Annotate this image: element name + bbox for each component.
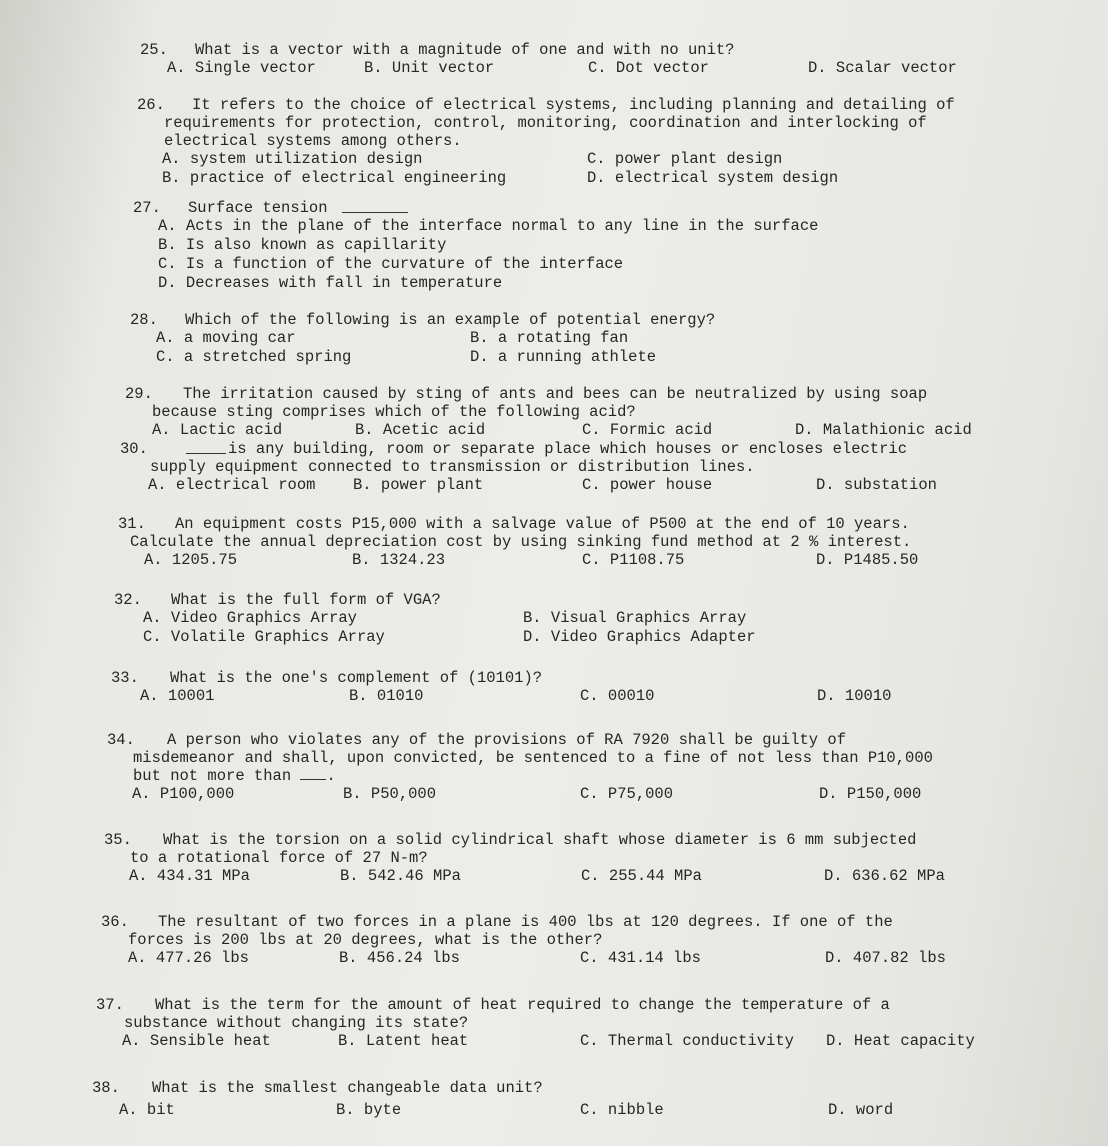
option-c: C. Dot vector (588, 59, 709, 77)
option-c: C. 00010 (580, 687, 655, 705)
question-number: 37. (96, 996, 124, 1014)
option-d: D. word (828, 1101, 894, 1119)
question-text-continuation: forces is 200 lbs at 20 degrees, what is the other? (128, 931, 603, 949)
question-text-continuation: supply equipment connected to transmission or distribution lines. (150, 458, 755, 476)
option-b: B. Visual Graphics Array (523, 609, 747, 627)
option-a: A. 10001 (140, 687, 215, 705)
option-a: A. P100,000 (132, 785, 235, 803)
option-d: D. 10010 (817, 687, 892, 705)
option-c: C. 431.14 lbs (580, 949, 701, 967)
option-b: B. 456.24 lbs (339, 949, 460, 967)
question-number: 28. (130, 311, 158, 329)
option-c: C. Thermal conductivity (580, 1032, 794, 1050)
option-d: D. 407.82 lbs (825, 949, 946, 967)
option-b: B. a rotating fan (470, 329, 629, 347)
option-a: A. 1205.75 (144, 551, 238, 569)
option-b: B. practice of electrical engineering (162, 169, 507, 187)
answer-blank (342, 200, 408, 213)
option-d: D. Malathionic acid (795, 421, 972, 439)
question-text: What is the one's complement of (10101)? (170, 669, 543, 687)
option-a: A. a moving car (156, 329, 296, 347)
question-text-continuation: but not more than (133, 767, 292, 785)
answer-blank (300, 767, 326, 780)
option-d: D. 636.62 MPa (824, 867, 945, 885)
question-text: Which of the following is an example of potential energy? (185, 311, 716, 329)
question-35 (104, 831, 945, 886)
option-b: B. byte (336, 1101, 402, 1119)
question-text: What is the torsion on a solid cylindrical shaft whose diameter is 6 mm subjected (163, 831, 917, 849)
question-29 (125, 385, 972, 440)
question-34: 34. A person who violates any of the provisions of RA 7920 shall be guilty of misdemeanor and shall, upon convicted, be sentenced to a fine of not less than P10,000 but not more than . A. P100,000 B. P50,000 C. P75,000 D. P150,000 (107, 731, 933, 803)
option-d: D. Decreases with fall in temperature (158, 274, 503, 292)
question-number: 32. (114, 591, 142, 609)
question-text: The resultant of two forces in a plane is 400 lbs at 120 degrees. If one of the (158, 913, 893, 931)
option-a: A. Video Graphics Array (143, 609, 357, 627)
option-b: B. 01010 (349, 687, 424, 705)
option-d: D. substation (816, 476, 937, 494)
question-30 (120, 440, 937, 495)
option-c: C. Is a function of the curvature of the interface (158, 255, 624, 273)
option-a: A. 434.31 MPa (129, 867, 250, 885)
option-c: C. nibble (580, 1101, 664, 1119)
question-text-continuation: electrical systems among others. (164, 132, 462, 150)
option-b: B. Is also known as capillarity (158, 236, 447, 254)
question-number: 29. (125, 385, 153, 403)
option-d: D. Heat capacity (826, 1032, 975, 1050)
question-number: 34. (107, 731, 135, 749)
option-b: B. 1324.23 (352, 551, 446, 569)
question-37 (96, 996, 975, 1051)
question-36 (101, 913, 946, 968)
option-c: C. Formic acid (582, 421, 713, 439)
option-d: D. Scalar vector (808, 59, 957, 77)
question-text: is any building, room or separate place which houses or encloses electric (228, 440, 908, 458)
question-number: 25. (140, 41, 168, 59)
option-b: B. 542.46 MPa (340, 867, 461, 885)
question-number: 26. (137, 96, 165, 114)
option-c: C. 255.44 MPa (581, 867, 702, 885)
question-text: What is a vector with a magnitude of one and with no unit? (195, 41, 735, 59)
question-26 (137, 96, 955, 188)
option-d: D. Video Graphics Adapter (523, 628, 756, 646)
question-text: What is the full form of VGA? (171, 591, 441, 609)
question-number: 35. (104, 831, 132, 849)
option-a: A. system utilization design (162, 150, 423, 168)
option-a: A. 477.26 lbs (128, 949, 249, 967)
answer-blank (186, 441, 226, 454)
option-a: A. Single vector (167, 59, 316, 77)
question-text-continuation: misdemeanor and shall, upon convicted, be sentenced to a fine of not less than P10,000 (133, 749, 933, 767)
option-a: A. bit (119, 1101, 175, 1119)
question-text: What is the smallest changeable data unit? (152, 1079, 543, 1097)
question-text: It refers to the choice of electrical systems, including planning and detailing of (192, 96, 955, 114)
option-c: C. a stretched spring (156, 348, 352, 366)
option-b: B. Latent heat (338, 1032, 469, 1050)
question-text-continuation: to a rotational force of 27 N-m? (130, 849, 428, 867)
question-number: 30. (120, 440, 148, 458)
option-b: B. Unit vector (364, 59, 495, 77)
option-a: A. electrical room (148, 476, 316, 494)
option-c: C. power house (582, 476, 713, 494)
question-text: What is the term for the amount of heat required to change the temperature of a (155, 996, 890, 1014)
question-number: 33. (111, 669, 139, 687)
option-c: C. Volatile Graphics Array (143, 628, 385, 646)
question-31 (118, 515, 919, 570)
option-d: D. P150,000 (819, 785, 922, 803)
option-b: B. P50,000 (343, 785, 437, 803)
option-a: A. Acts in the plane of the interface normal to any line in the surface (158, 217, 819, 235)
option-c: C. P75,000 (580, 785, 674, 803)
option-d: D. a running athlete (470, 348, 657, 366)
option-c: C. P1108.75 (582, 551, 685, 569)
option-a: A. Lactic acid (152, 421, 283, 439)
question-text: The irritation caused by sting of ants and bees can be neutralized by using soap (183, 385, 928, 403)
question-text: A person who violates any of the provisions of RA 7920 shall be guilty of (167, 731, 847, 749)
question-text-continuation: Calculate the annual depreciation cost by using sinking fund method at 2 % interest. (130, 533, 912, 551)
question-number: 27. (133, 199, 161, 217)
question-number: 31. (118, 515, 146, 533)
question-text-continuation: requirements for protection, control, monitoring, coordination and interlocking of (164, 114, 927, 132)
question-text: Surface tension (188, 199, 328, 217)
option-c: C. power plant design (587, 150, 783, 168)
option-a: A. Sensible heat (122, 1032, 271, 1050)
option-d: D. electrical system design (587, 169, 839, 187)
option-d: D. P1485.50 (816, 551, 919, 569)
question-text: An equipment costs P15,000 with a salvage value of P500 at the end of 10 years. (175, 515, 910, 533)
question-text-continuation: because sting comprises which of the following acid? (152, 403, 636, 421)
option-b: B. Acetic acid (355, 421, 486, 439)
option-b: B. power plant (353, 476, 484, 494)
question-text-continuation: substance without changing its state? (124, 1014, 469, 1032)
question-number: 36. (101, 913, 129, 931)
question-number: 38. (92, 1079, 120, 1097)
